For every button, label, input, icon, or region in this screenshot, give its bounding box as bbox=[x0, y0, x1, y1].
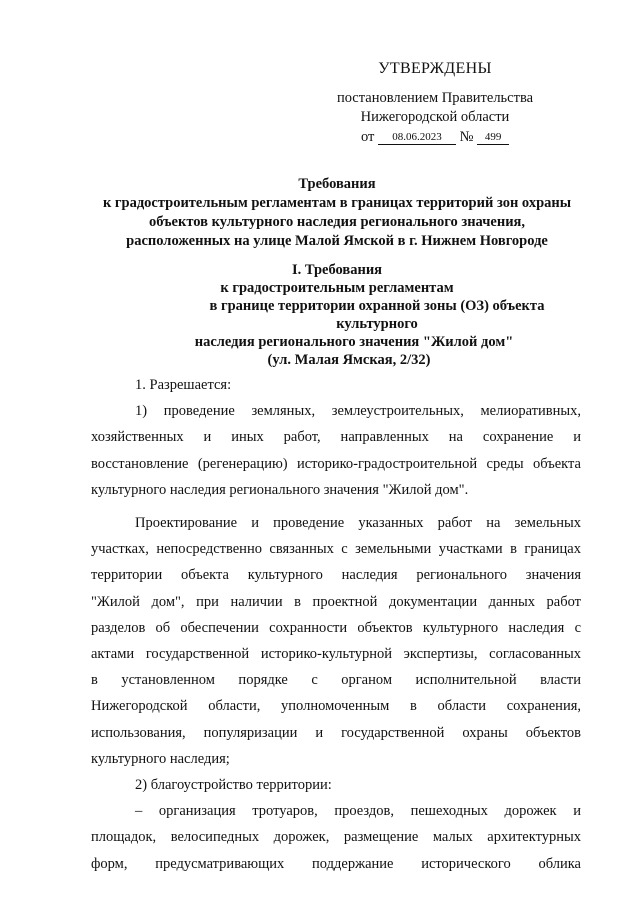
approval-date-line bbox=[330, 127, 540, 147]
title-line: объектов культурного наследия регионального значения, bbox=[148, 214, 526, 230]
item-2-heading: 2) благоустройство территории: bbox=[135, 777, 332, 794]
paragraph-line: – организация тротуаров, проездов, пешеходных дорожек и bbox=[135, 803, 581, 820]
approval-line-1: постановлением Правительства bbox=[336, 90, 534, 106]
paragraph-line: актами государственной историко-культурной экспертизы, согласованных bbox=[91, 646, 581, 663]
paragraph-line: использования, популяризации и государственной охраны объектов bbox=[91, 724, 581, 741]
paragraph-line: площадок, велосипедных дорожек, размещение малых архитектурных bbox=[91, 829, 581, 846]
paragraph-line: Нижегородской области, уполномоченным в области сохранения, bbox=[91, 698, 581, 715]
section-line: (ул. Малая Ямская, 2/32) bbox=[267, 352, 431, 368]
section-title: I. Требования bbox=[291, 262, 383, 278]
paragraph-line: культурного наследия; bbox=[91, 750, 230, 767]
document-title bbox=[88, 175, 586, 251]
paragraph-line: "Жилой дом", при наличии в проектной документации данных работ bbox=[91, 593, 581, 610]
paragraph-line: форм, предусматривающих поддержание исторического облика bbox=[91, 855, 581, 872]
title-heading: Требования bbox=[298, 176, 376, 192]
paragraph-line: восстановление (регенерацию) историко-градостроительной среды объекта bbox=[91, 455, 581, 472]
document-body bbox=[91, 372, 581, 877]
paragraph-line: участках, непосредственно связанных с земельными участками в границах bbox=[91, 541, 581, 558]
paragraph-line: хозяйственных и иных работ, направленных на сохранение и bbox=[91, 429, 581, 446]
paragraph-line: Проектирование и проведение указанных работ на земельных bbox=[135, 515, 581, 532]
item-1-heading: 1. Разрешается: bbox=[135, 377, 232, 393]
section-heading bbox=[88, 261, 586, 369]
number-label: № bbox=[459, 129, 474, 145]
approved-heading: УТВЕРЖДЕНЫ bbox=[378, 60, 492, 77]
section-line: наследия регионального значения "Жилой дом" bbox=[194, 334, 514, 350]
paragraph-line: разделов об обеспечении сохранности объектов культурного наследия с bbox=[91, 619, 581, 636]
paragraph-line: культурного наследия регионального значения "Жилой дом". bbox=[91, 481, 469, 498]
paragraph-line: 1) проведение земляных, землеустроительных, мелиоративных, bbox=[135, 403, 581, 420]
approval-line-2: Нижегородской области bbox=[360, 109, 510, 125]
title-line: расположенных на улице Малой Ямской в г. Нижнем Новгороде bbox=[126, 233, 548, 249]
title-line: к градостроительным регламентам в границах территорий зон охраны bbox=[102, 195, 572, 211]
section-line: к градостроительным регламентам bbox=[220, 280, 454, 296]
section-line: в границе территории охранной зоны (ОЗ) объекта культурного bbox=[209, 298, 545, 332]
from-label: от bbox=[360, 129, 375, 145]
approval-stamp bbox=[330, 60, 540, 147]
paragraph-line: территории объекта культурного наследия регионального значения bbox=[91, 567, 581, 584]
paragraph-line: в установленном порядке с органом исполнительной власти bbox=[91, 672, 581, 689]
approval-number: 499 bbox=[477, 130, 509, 145]
approval-date: 08.06.2023 bbox=[378, 130, 456, 145]
